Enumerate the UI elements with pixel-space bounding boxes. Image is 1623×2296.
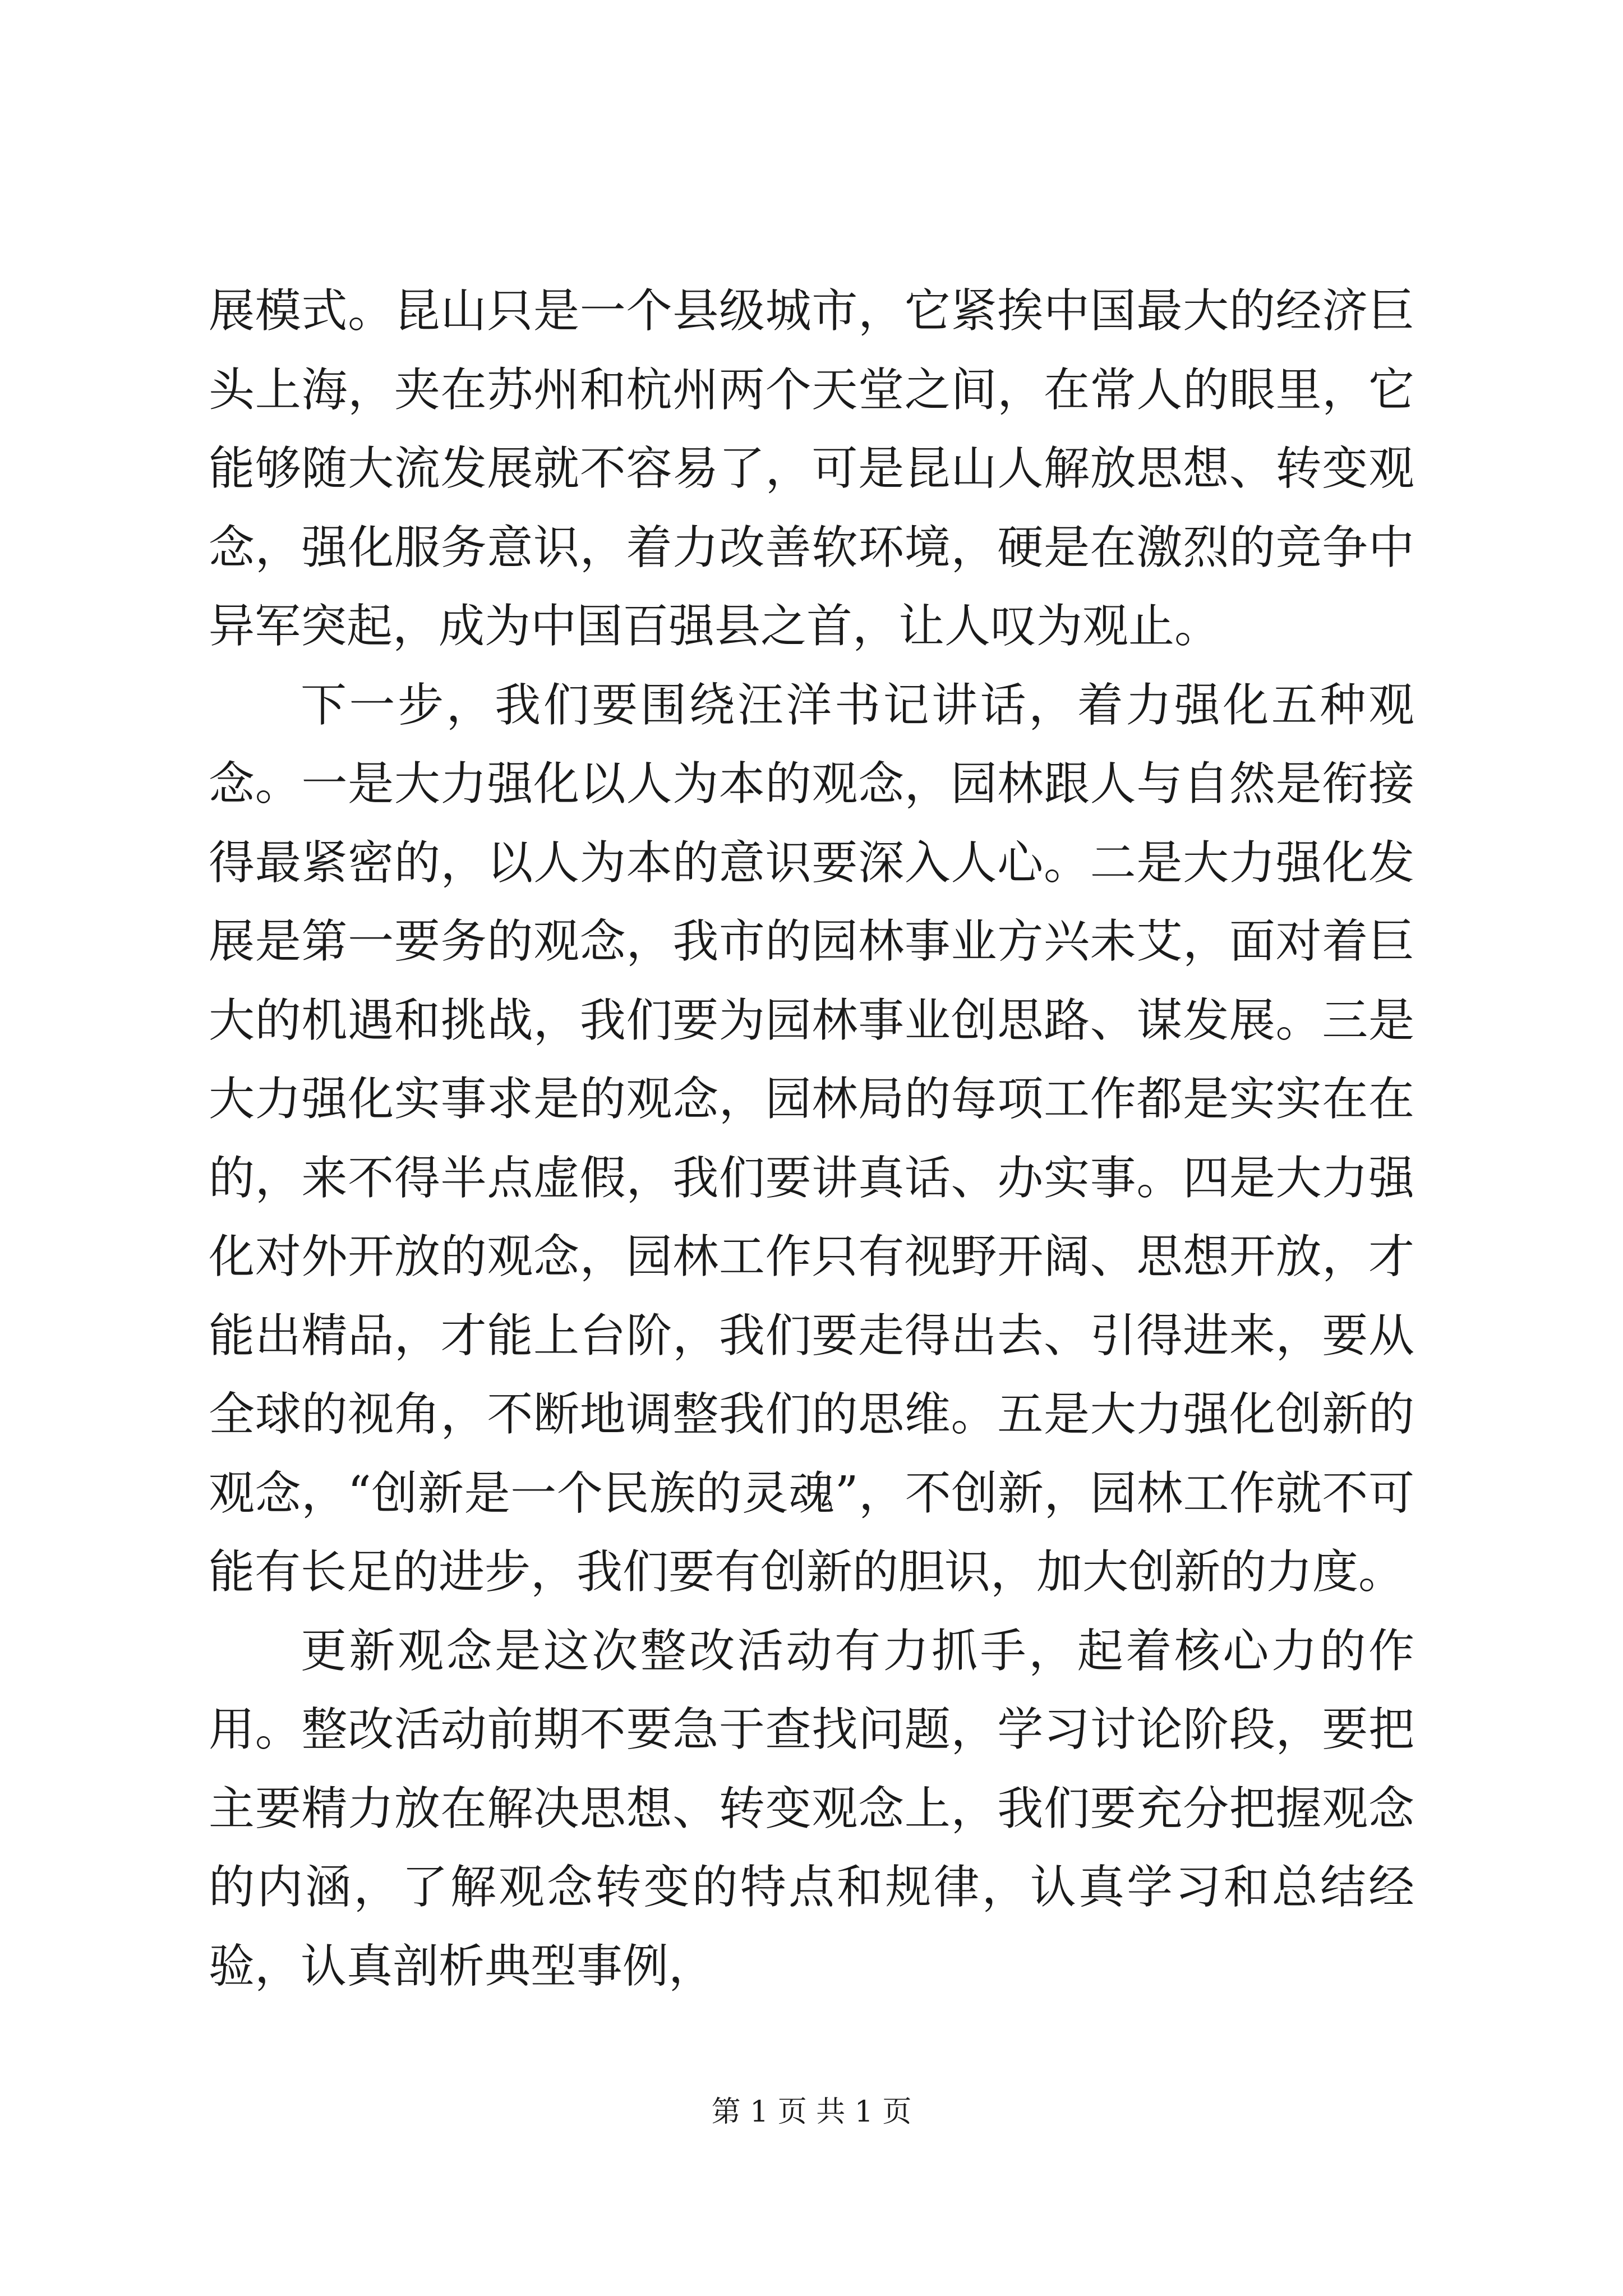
document-body [209, 272, 1414, 2006]
paragraph-3: 更新观念是这次整改活动有力抓手，起着核心力的作用。整改活动前期不要急于查找问题，学习讨论阶段，要把主要精力放在解决思想、转变观念上，我们要充分把握观念的内涵，了解观念转变的特点和规律，认真学习和总结经验，认真剖析典型事例， [209, 1624, 1414, 1993]
page-footer: 第 1 页 共 1 页 [711, 2095, 912, 2129]
paragraph-1: 展模式。昆山只是一个县级城市，它紧挨中国最大的经济巨头上海，夹在苏州和杭州两个天堂之间，在常人的眼里，它能够随大流发展就不容易了，可是昆山人解放思想、转变观念，强化服务意识，着力改善软环境，硬是在激烈的竞争中异军突起，成为中国百强县之首，让人叹为观止。 [209, 284, 1414, 653]
paragraph-2: 下一步，我们要围绕汪洋书记讲话，着力强化五种观念。一是大力强化以人为本的观念，园林跟人与自然是衔接得最紧密的，以人为本的意识要深入人心。二是大力强化发展是第一要务的观念，我市的园林事业方兴未艾，面对着巨大的机遇和挑战，我们要为园林事业创思路、谋发展。三是大力强化实事求是的观念，园林局的每项工作都是实实在在的，来不得半点虚假，我们要讲真话、办实事。四是大力强化对外开放的观念，园林工作只有视野开阔、思想开放，才能出精品，才能上台阶，我们要走得出去、引得进来，要从全球的视角，不断地调整我们的思维。五是大力强化创新的观念，“创新是一个民族的灵魂”，不创新，园林工作就不可能有长足的进步，我们要有创新的胆识，加大创新的力度。 [209, 678, 1414, 1599]
